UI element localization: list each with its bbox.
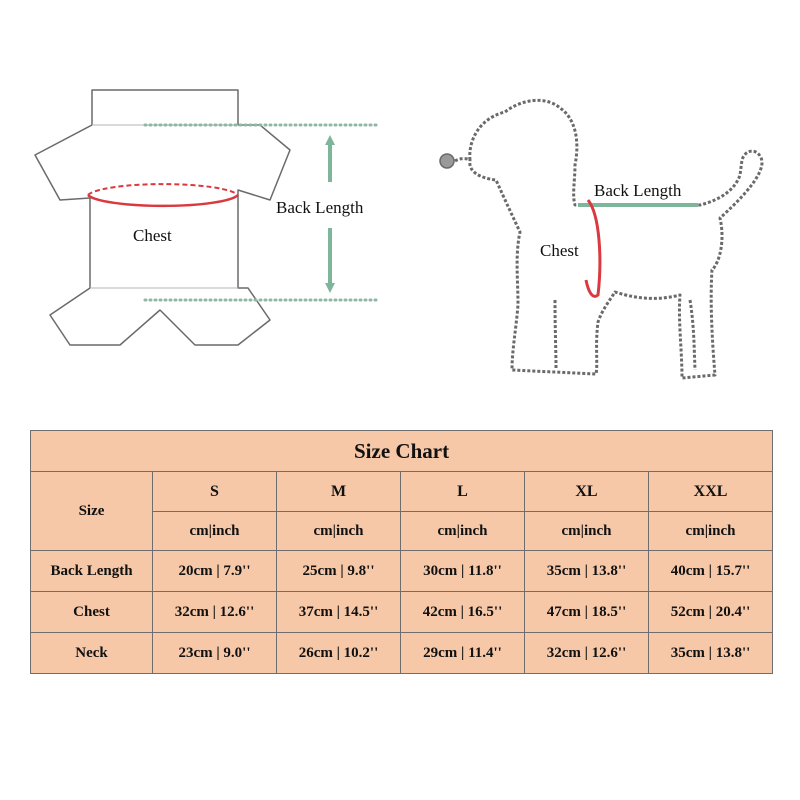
row-label: Back Length [31, 551, 153, 592]
unit-label: cm|inch [401, 512, 525, 551]
table-cell: 40cm | 15.7'' [649, 551, 773, 592]
garment-chest-label: Chest [133, 226, 172, 245]
table-cell: 47cm | 18.5'' [525, 592, 649, 633]
table-cell: 35cm | 13.8'' [525, 551, 649, 592]
unit-label: cm|inch [649, 512, 773, 551]
unit-label: cm|inch [525, 512, 649, 551]
size-header: Size [31, 472, 153, 551]
table-cell: 42cm | 16.5'' [401, 592, 525, 633]
table-cell: 20cm | 7.9'' [153, 551, 277, 592]
table-row-chest [31, 592, 773, 633]
table-row-neck [31, 633, 773, 674]
unit-label: cm|inch [277, 512, 401, 551]
row-label: Chest [31, 592, 153, 633]
table-cell: 26cm | 10.2'' [277, 633, 401, 674]
table-cell: 29cm | 11.4'' [401, 633, 525, 674]
table-row-back-length [31, 551, 773, 592]
size-col-xxl: XXL [649, 472, 773, 512]
dog-outline-icon [440, 100, 762, 378]
table-cell: 32cm | 12.6'' [525, 633, 649, 674]
row-label: Neck [31, 633, 153, 674]
table-cell: 25cm | 9.8'' [277, 551, 401, 592]
size-col-m: M [277, 472, 401, 512]
garment-back-length-label: Back Length [276, 198, 364, 217]
table-cell: 35cm | 13.8'' [649, 633, 773, 674]
unit-label: cm|inch [153, 512, 277, 551]
dog-chest-label: Chest [540, 241, 579, 260]
size-chart-title: Size Chart [31, 431, 773, 472]
size-chart-table [30, 430, 773, 674]
size-col-xl: XL [525, 472, 649, 512]
table-cell: 30cm | 11.8'' [401, 551, 525, 592]
garment-outline-icon [35, 90, 290, 345]
table-cell: 23cm | 9.0'' [153, 633, 277, 674]
dog-back-length-label: Back Length [594, 181, 682, 200]
table-cell: 52cm | 20.4'' [649, 592, 773, 633]
table-cell: 32cm | 12.6'' [153, 592, 277, 633]
size-col-s: S [153, 472, 277, 512]
size-col-l: L [401, 472, 525, 512]
table-cell: 37cm | 14.5'' [277, 592, 401, 633]
